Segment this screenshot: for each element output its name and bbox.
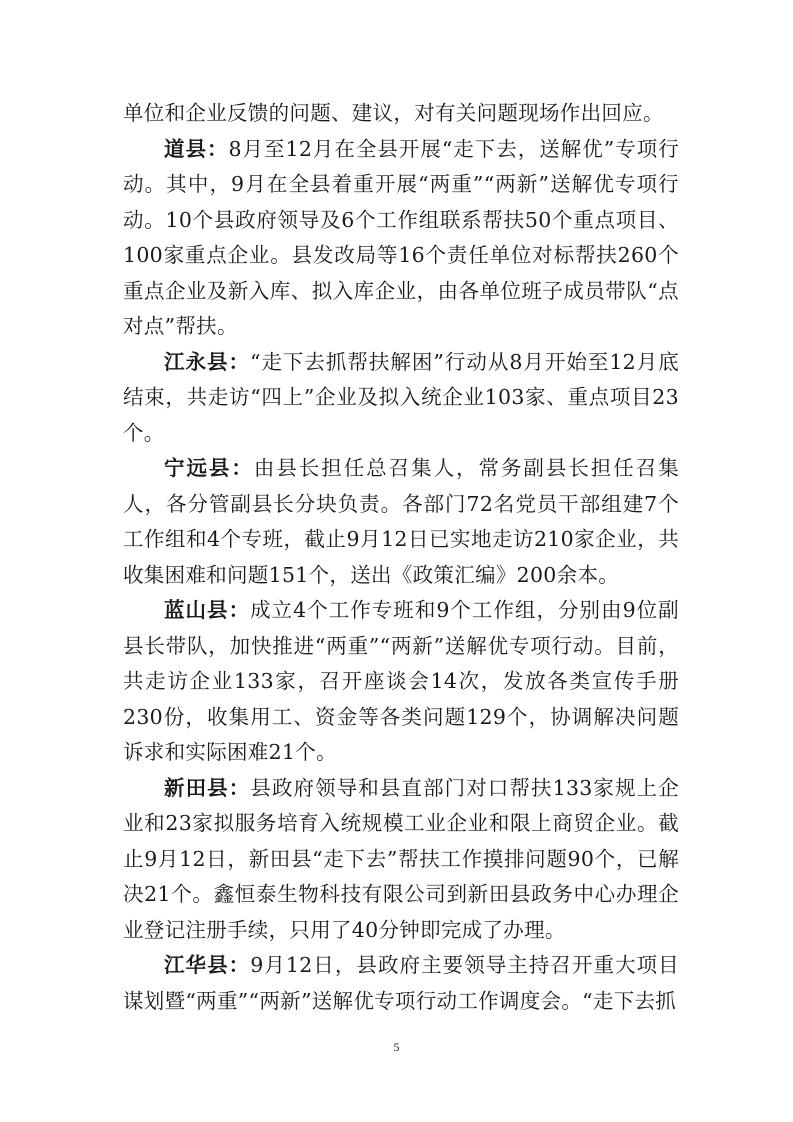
- county-paragraph-jiangyong: [123, 345, 679, 452]
- county-name-jiangyong: 江永县：: [164, 349, 250, 374]
- county-name-xintian: 新田县：: [164, 775, 251, 800]
- county-paragraph-ningyuan: [123, 451, 679, 593]
- county-text-xintian: 县政府领导和县直部门对口帮扶133家规上企业和23家拟服务培育入统规模工业企业和限上商贸企业。截止9月12日，新田县“走下去”帮扶工作摸排问题90个，已解决21个。鑫恒泰生物科技有限公司到新田县政务中心办理企业登记注册手续，只用了40分钟即完成了办理。: [123, 775, 679, 942]
- county-paragraph-lanshan: [123, 593, 679, 771]
- county-text-ningyuan: 由县长担任总召集人，常务副县长担任召集人，各分管副县长分块负责。各部门72名党员干部组建7个工作组和4个专班，截止9月12日已实地走访210家企业，共收集困难和问题151个，送出《政策汇编》200余本。: [123, 456, 679, 587]
- county-paragraph-jianghua: [123, 948, 679, 1019]
- county-text-lanshan: 成立4个工作专班和9个工作组，分别由9位副县长带队，加快推进“两重”“两新”送解优专项行动。目前，共走访企业133家，召开座谈会14次，发放各类宣传手册230份，收集用工、资金等各类问题129个，协调解决问题诉求和实际困难21个。: [123, 598, 679, 764]
- county-text-daoxian: 8月至12月在全县开展“走下去，送解优”专项行动。其中，9月在全县着重开展“两重”“两新”送解优专项行动。10个县政府领导及6个工作组联系帮扶50个重点项目、100家重点企业。县发改局等16个责任单位对标帮扶260个重点企业及新入库、拟入库企业，由各单位班子成员带队“点对点”帮扶。: [123, 136, 679, 338]
- page-number: 5: [393, 1040, 400, 1054]
- county-paragraph-daoxian: [123, 132, 679, 345]
- county-paragraph-xintian: [123, 771, 679, 949]
- county-text-jiangyong: “走下去抓帮扶解困”行动从8月开始至12月底结束，共走访“四上”企业及拟入统企业103家、重点项目23个。: [123, 349, 679, 445]
- county-text-jianghua: 9月12日，县政府主要领导主持召开重大项目谋划暨“两重”“两新”送解优专项行动工作调度会。“走下去抓: [123, 953, 679, 1013]
- document-body: [123, 96, 679, 1019]
- county-name-ningyuan: 宁远县：: [164, 456, 254, 480]
- county-name-jianghua: 江华县：: [164, 953, 251, 977]
- county-name-lanshan: 蓝山县：: [164, 598, 251, 622]
- intro-continuation-paragraph: 单位和企业反馈的问题、建议，对有关问题现场作出回应。: [123, 101, 664, 125]
- county-name-daoxian: 道县：: [164, 136, 229, 161]
